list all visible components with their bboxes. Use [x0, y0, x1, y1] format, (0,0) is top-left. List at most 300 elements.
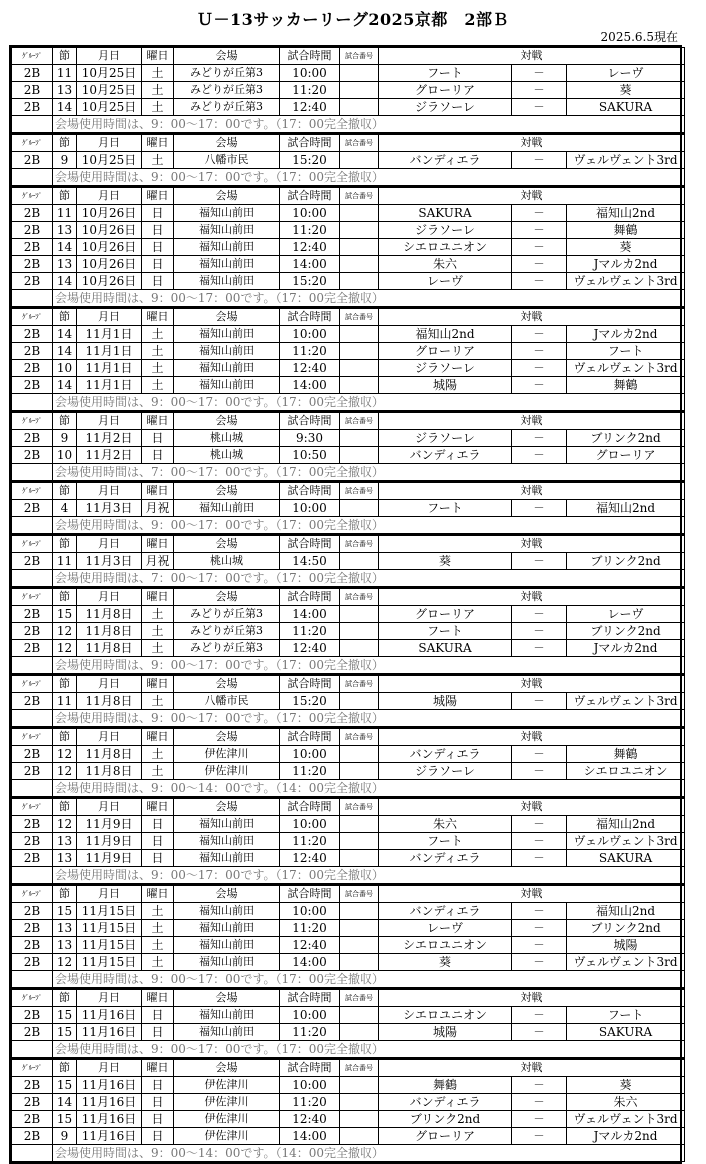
- match-row: [12, 65, 685, 82]
- match-date: 11月2日: [77, 447, 142, 464]
- versus-dash: －: [512, 850, 567, 867]
- match-round: 11: [53, 65, 77, 82]
- match-weekday: 日: [142, 1094, 174, 1111]
- match-row: [12, 553, 685, 570]
- match-time: 11:20: [280, 920, 340, 937]
- header-weekday: 曜日: [142, 187, 174, 205]
- match-time: 14:00: [280, 606, 340, 623]
- match-weekday: 日: [142, 833, 174, 850]
- match-round: 12: [53, 746, 77, 763]
- header-matchup: 対戦: [379, 728, 685, 746]
- schedule-block: [11, 797, 685, 884]
- header-round: 節: [53, 798, 77, 816]
- match-time: 12:40: [280, 937, 340, 954]
- schedule-block: [11, 1058, 685, 1162]
- match-time: 12:40: [280, 239, 340, 256]
- match-number: [340, 430, 379, 447]
- versus-dash: －: [512, 763, 567, 780]
- match-weekday: 日: [142, 273, 174, 290]
- match-venue: 福知山前田: [174, 326, 280, 343]
- header-date: 月日: [77, 989, 142, 1007]
- header-row: [12, 588, 685, 606]
- match-date: 11月16日: [77, 1111, 142, 1128]
- header-row: [12, 1059, 685, 1077]
- venue-hours-note: 会場使用時間は、9：00～14：00です。（14：00完全撤収）: [53, 1145, 685, 1162]
- away-team: 福知山2nd: [567, 816, 685, 833]
- home-team: バンディエラ: [379, 1094, 512, 1111]
- home-team: シエロユニオン: [379, 239, 512, 256]
- away-team: フート: [567, 343, 685, 360]
- header-round: 節: [53, 535, 77, 553]
- match-number: [340, 152, 379, 169]
- match-venue: みどりが丘第3: [174, 82, 280, 99]
- match-number: [340, 1024, 379, 1041]
- match-date: 11月3日: [77, 500, 142, 517]
- header-round: 節: [53, 482, 77, 500]
- versus-dash: －: [512, 430, 567, 447]
- match-date: 11月16日: [77, 1007, 142, 1024]
- schedule-block: [11, 727, 685, 797]
- venue-note-row: [12, 169, 685, 186]
- match-date: 10月26日: [77, 273, 142, 290]
- header-venue: 会場: [174, 1059, 280, 1077]
- header-row: [12, 989, 685, 1007]
- match-date: 11月1日: [77, 326, 142, 343]
- versus-dash: －: [512, 693, 567, 710]
- header-kickoff: 試合時間: [280, 1059, 340, 1077]
- venue-hours-note: 会場使用時間は、9：00～17：00です。（17：00完全撤収）: [53, 1041, 685, 1058]
- header-matchup: 対戦: [379, 989, 685, 1007]
- header-matchup: 対戦: [379, 675, 685, 693]
- header-venue: 会場: [174, 989, 280, 1007]
- home-team: バンディエラ: [379, 152, 512, 169]
- header-date: 月日: [77, 482, 142, 500]
- match-time: 11:20: [280, 1094, 340, 1111]
- header-row: [12, 308, 685, 326]
- match-row: [12, 377, 685, 394]
- venue-note-row: [12, 1145, 685, 1162]
- match-time: 10:50: [280, 447, 340, 464]
- away-team: ブリンク2nd: [567, 430, 685, 447]
- match-number: [340, 205, 379, 222]
- match-round: 15: [53, 1024, 77, 1041]
- match-group: 2B: [12, 1128, 53, 1145]
- match-weekday: 日: [142, 430, 174, 447]
- header-matchup: 対戦: [379, 308, 685, 326]
- venue-hours-note: 会場使用時間は、9：00～17：00です。（17：00完全撤収）: [53, 710, 685, 727]
- match-number: [340, 65, 379, 82]
- match-number: [340, 273, 379, 290]
- header-match-no: 試合番号: [340, 588, 379, 606]
- match-time: 15:20: [280, 693, 340, 710]
- match-number: [340, 850, 379, 867]
- match-venue: 福知山前田: [174, 954, 280, 971]
- header-kickoff: 試合時間: [280, 48, 340, 65]
- match-venue: 福知山前田: [174, 850, 280, 867]
- match-group: 2B: [12, 99, 53, 116]
- match-row: [12, 273, 685, 290]
- venue-note-row: [12, 464, 685, 481]
- match-group: 2B: [12, 152, 53, 169]
- schedule-block: [11, 411, 685, 481]
- match-row: [12, 1111, 685, 1128]
- venue-hours-note: 会場使用時間は、9：00～17：00です。（17：00完全撤収）: [53, 867, 685, 884]
- match-row: [12, 1128, 685, 1145]
- venue-note-row: [12, 394, 685, 411]
- header-date: 月日: [77, 728, 142, 746]
- match-number: [340, 82, 379, 99]
- note-spacer: [12, 394, 53, 411]
- match-group: 2B: [12, 205, 53, 222]
- away-team: グローリア: [567, 447, 685, 464]
- match-number: [340, 746, 379, 763]
- header-match-no: 試合番号: [340, 675, 379, 693]
- away-team: Jマルカ2nd: [567, 1128, 685, 1145]
- match-row: [12, 343, 685, 360]
- match-date: 10月26日: [77, 256, 142, 273]
- versus-dash: －: [512, 82, 567, 99]
- away-team: SAKURA: [567, 1024, 685, 1041]
- match-venue: 伊佐津川: [174, 1077, 280, 1094]
- away-team: ブリンク2nd: [567, 623, 685, 640]
- match-row: [12, 430, 685, 447]
- home-team: 葵: [379, 553, 512, 570]
- match-weekday: 日: [142, 816, 174, 833]
- match-weekday: 日: [142, 850, 174, 867]
- match-venue: 八幡市民: [174, 693, 280, 710]
- header-kickoff: 試合時間: [280, 885, 340, 903]
- versus-dash: －: [512, 640, 567, 657]
- home-team: バンディエラ: [379, 746, 512, 763]
- home-team: フート: [379, 623, 512, 640]
- versus-dash: －: [512, 65, 567, 82]
- away-team: 福知山2nd: [567, 205, 685, 222]
- match-venue: みどりが丘第3: [174, 640, 280, 657]
- match-venue: みどりが丘第3: [174, 65, 280, 82]
- match-date: 11月15日: [77, 920, 142, 937]
- match-date: 11月9日: [77, 816, 142, 833]
- header-date: 月日: [77, 48, 142, 65]
- match-group: 2B: [12, 640, 53, 657]
- match-venue: 福知山前田: [174, 903, 280, 920]
- home-team: 葵: [379, 954, 512, 971]
- match-venue: 福知山前田: [174, 937, 280, 954]
- note-spacer: [12, 290, 53, 307]
- home-team: バンディエラ: [379, 447, 512, 464]
- header-round: 節: [53, 187, 77, 205]
- match-group: 2B: [12, 816, 53, 833]
- header-venue: 会場: [174, 728, 280, 746]
- match-weekday: 日: [142, 239, 174, 256]
- home-team: シエロユニオン: [379, 1007, 512, 1024]
- header-kickoff: 試合時間: [280, 412, 340, 430]
- match-number: [340, 816, 379, 833]
- match-round: 12: [53, 763, 77, 780]
- match-weekday: 土: [142, 360, 174, 377]
- header-round: 節: [53, 675, 77, 693]
- note-spacer: [12, 971, 53, 988]
- home-team: フート: [379, 65, 512, 82]
- match-number: [340, 623, 379, 640]
- match-time: 9:30: [280, 430, 340, 447]
- away-team: ヴェルヴェント3rd: [567, 360, 685, 377]
- away-team: ブリンク2nd: [567, 920, 685, 937]
- home-team: SAKURA: [379, 640, 512, 657]
- match-weekday: 日: [142, 447, 174, 464]
- note-spacer: [12, 169, 53, 186]
- match-venue: 伊佐津川: [174, 746, 280, 763]
- match-weekday: 土: [142, 326, 174, 343]
- match-group: 2B: [12, 273, 53, 290]
- match-date: 11月8日: [77, 623, 142, 640]
- match-round: 14: [53, 273, 77, 290]
- home-team: レーヴ: [379, 273, 512, 290]
- match-venue: 伊佐津川: [174, 1094, 280, 1111]
- header-row: [12, 885, 685, 903]
- home-team: バンディエラ: [379, 903, 512, 920]
- match-date: 11月9日: [77, 833, 142, 850]
- match-date: 11月15日: [77, 954, 142, 971]
- match-venue: 福知山前田: [174, 239, 280, 256]
- header-date: 月日: [77, 1059, 142, 1077]
- header-date: 月日: [77, 535, 142, 553]
- match-row: [12, 693, 685, 710]
- header-date: 月日: [77, 675, 142, 693]
- match-number: [340, 640, 379, 657]
- versus-dash: －: [512, 205, 567, 222]
- match-weekday: 土: [142, 937, 174, 954]
- match-group: 2B: [12, 606, 53, 623]
- header-date: 月日: [77, 412, 142, 430]
- venue-note-row: [12, 290, 685, 307]
- match-group: 2B: [12, 343, 53, 360]
- versus-dash: －: [512, 553, 567, 570]
- venue-note-row: [12, 1041, 685, 1058]
- match-row: [12, 623, 685, 640]
- match-number: [340, 903, 379, 920]
- header-kickoff: 試合時間: [280, 989, 340, 1007]
- versus-dash: －: [512, 99, 567, 116]
- home-team: グローリア: [379, 606, 512, 623]
- schedule-table: [9, 45, 682, 1164]
- header-kickoff: 試合時間: [280, 798, 340, 816]
- match-date: 10月25日: [77, 99, 142, 116]
- header-weekday: 曜日: [142, 308, 174, 326]
- match-venue: みどりが丘第3: [174, 606, 280, 623]
- match-row: [12, 816, 685, 833]
- header-group: ｸﾞﾙｰﾌﾟ: [12, 412, 53, 430]
- match-row: [12, 326, 685, 343]
- match-round: 13: [53, 850, 77, 867]
- match-venue: 福知山前田: [174, 360, 280, 377]
- schedule-block: [11, 988, 685, 1058]
- home-team: バンディエラ: [379, 850, 512, 867]
- match-venue: 福知山前田: [174, 222, 280, 239]
- match-round: 15: [53, 1007, 77, 1024]
- header-matchup: 対戦: [379, 412, 685, 430]
- header-match-no: 試合番号: [340, 1059, 379, 1077]
- header-round: 節: [53, 588, 77, 606]
- venue-hours-note: 会場使用時間は、9：00～17：00です。（17：00完全撤収）: [53, 116, 685, 133]
- match-date: 11月1日: [77, 377, 142, 394]
- match-weekday: 日: [142, 1128, 174, 1145]
- match-number: [340, 553, 379, 570]
- match-venue: 福知山前田: [174, 500, 280, 517]
- match-weekday: 土: [142, 640, 174, 657]
- header-venue: 会場: [174, 48, 280, 65]
- header-match-no: 試合番号: [340, 134, 379, 152]
- match-row: [12, 606, 685, 623]
- match-date: 10月25日: [77, 65, 142, 82]
- away-team: Jマルカ2nd: [567, 256, 685, 273]
- match-round: 13: [53, 920, 77, 937]
- match-number: [340, 500, 379, 517]
- match-time: 10:00: [280, 205, 340, 222]
- match-round: 9: [53, 1128, 77, 1145]
- header-round: 節: [53, 728, 77, 746]
- header-group: ｸﾞﾙｰﾌﾟ: [12, 588, 53, 606]
- match-number: [340, 377, 379, 394]
- match-number: [340, 954, 379, 971]
- header-group: ｸﾞﾙｰﾌﾟ: [12, 728, 53, 746]
- versus-dash: －: [512, 746, 567, 763]
- match-venue: 伊佐津川: [174, 763, 280, 780]
- header-venue: 会場: [174, 482, 280, 500]
- away-team: 舞鶴: [567, 222, 685, 239]
- venue-hours-note: 会場使用時間は、9：00～17：00です。（17：00完全撤収）: [53, 290, 685, 307]
- match-round: 15: [53, 606, 77, 623]
- match-date: 10月26日: [77, 205, 142, 222]
- match-round: 15: [53, 903, 77, 920]
- match-date: 11月8日: [77, 746, 142, 763]
- header-weekday: 曜日: [142, 675, 174, 693]
- away-team: ヴェルヴェント3rd: [567, 954, 685, 971]
- header-matchup: 対戦: [379, 134, 685, 152]
- match-group: 2B: [12, 447, 53, 464]
- match-row: [12, 850, 685, 867]
- home-team: 城陽: [379, 377, 512, 394]
- header-venue: 会場: [174, 134, 280, 152]
- venue-hours-note: 会場使用時間は、9：00～17：00です。（17：00完全撤収）: [53, 169, 685, 186]
- match-group: 2B: [12, 1077, 53, 1094]
- header-group: ｸﾞﾙｰﾌﾟ: [12, 482, 53, 500]
- match-time: 12:40: [280, 850, 340, 867]
- header-row: [12, 728, 685, 746]
- match-row: [12, 447, 685, 464]
- header-matchup: 対戦: [379, 482, 685, 500]
- schedule-block: [11, 47, 685, 133]
- note-spacer: [12, 1145, 53, 1162]
- header-venue: 会場: [174, 308, 280, 326]
- match-time: 10:00: [280, 1077, 340, 1094]
- match-number: [340, 1111, 379, 1128]
- header-matchup: 対戦: [379, 535, 685, 553]
- home-team: グローリア: [379, 343, 512, 360]
- header-group: ｸﾞﾙｰﾌﾟ: [12, 798, 53, 816]
- venue-hours-note: 会場使用時間は、7：00～17：00です。（17：00完全撤収）: [53, 464, 685, 481]
- versus-dash: －: [512, 920, 567, 937]
- match-group: 2B: [12, 746, 53, 763]
- away-team: レーヴ: [567, 65, 685, 82]
- match-venue: 福知山前田: [174, 920, 280, 937]
- match-venue: 福知山前田: [174, 833, 280, 850]
- match-row: [12, 903, 685, 920]
- match-time: 11:20: [280, 623, 340, 640]
- match-time: 11:20: [280, 222, 340, 239]
- header-group: ｸﾞﾙｰﾌﾟ: [12, 675, 53, 693]
- home-team: ブリンク2nd: [379, 1111, 512, 1128]
- match-row: [12, 954, 685, 971]
- match-weekday: 日: [142, 205, 174, 222]
- away-team: 福知山2nd: [567, 903, 685, 920]
- versus-dash: －: [512, 377, 567, 394]
- header-match-no: 試合番号: [340, 885, 379, 903]
- match-time: 10:00: [280, 746, 340, 763]
- match-venue: 福知山前田: [174, 343, 280, 360]
- header-match-no: 試合番号: [340, 48, 379, 65]
- match-date: 11月8日: [77, 693, 142, 710]
- match-number: [340, 693, 379, 710]
- versus-dash: －: [512, 1094, 567, 1111]
- header-weekday: 曜日: [142, 885, 174, 903]
- match-date: 11月1日: [77, 360, 142, 377]
- versus-dash: －: [512, 1128, 567, 1145]
- header-venue: 会場: [174, 588, 280, 606]
- away-team: ヴェルヴェント3rd: [567, 1111, 685, 1128]
- match-weekday: 土: [142, 65, 174, 82]
- venue-hours-note: 会場使用時間は、9：00～17：00です。（17：00完全撤収）: [53, 971, 685, 988]
- versus-dash: －: [512, 273, 567, 290]
- match-weekday: 土: [142, 99, 174, 116]
- match-time: 10:00: [280, 326, 340, 343]
- match-venue: 福知山前田: [174, 1024, 280, 1041]
- match-venue: 伊佐津川: [174, 1111, 280, 1128]
- match-weekday: 月祝: [142, 500, 174, 517]
- match-group: 2B: [12, 553, 53, 570]
- match-round: 14: [53, 326, 77, 343]
- home-team: シエロユニオン: [379, 937, 512, 954]
- home-team: グローリア: [379, 1128, 512, 1145]
- match-time: 10:00: [280, 1007, 340, 1024]
- header-row: [12, 535, 685, 553]
- match-weekday: 日: [142, 1007, 174, 1024]
- header-round: 節: [53, 48, 77, 65]
- match-venue: みどりが丘第3: [174, 623, 280, 640]
- home-team: 城陽: [379, 693, 512, 710]
- match-round: 15: [53, 1111, 77, 1128]
- venue-note-row: [12, 971, 685, 988]
- header-group: ｸﾞﾙｰﾌﾟ: [12, 535, 53, 553]
- schedule-block: [11, 587, 685, 674]
- header-date: 月日: [77, 798, 142, 816]
- header-matchup: 対戦: [379, 798, 685, 816]
- schedule-block: [11, 481, 685, 534]
- versus-dash: －: [512, 623, 567, 640]
- header-venue: 会場: [174, 535, 280, 553]
- match-row: [12, 833, 685, 850]
- match-time: 14:50: [280, 553, 340, 570]
- header-matchup: 対戦: [379, 588, 685, 606]
- home-team: ジラソーレ: [379, 360, 512, 377]
- match-round: 12: [53, 816, 77, 833]
- match-round: 10: [53, 360, 77, 377]
- match-date: 11月8日: [77, 763, 142, 780]
- header-round: 節: [53, 308, 77, 326]
- match-round: 13: [53, 82, 77, 99]
- header-kickoff: 試合時間: [280, 187, 340, 205]
- match-number: [340, 222, 379, 239]
- match-round: 14: [53, 239, 77, 256]
